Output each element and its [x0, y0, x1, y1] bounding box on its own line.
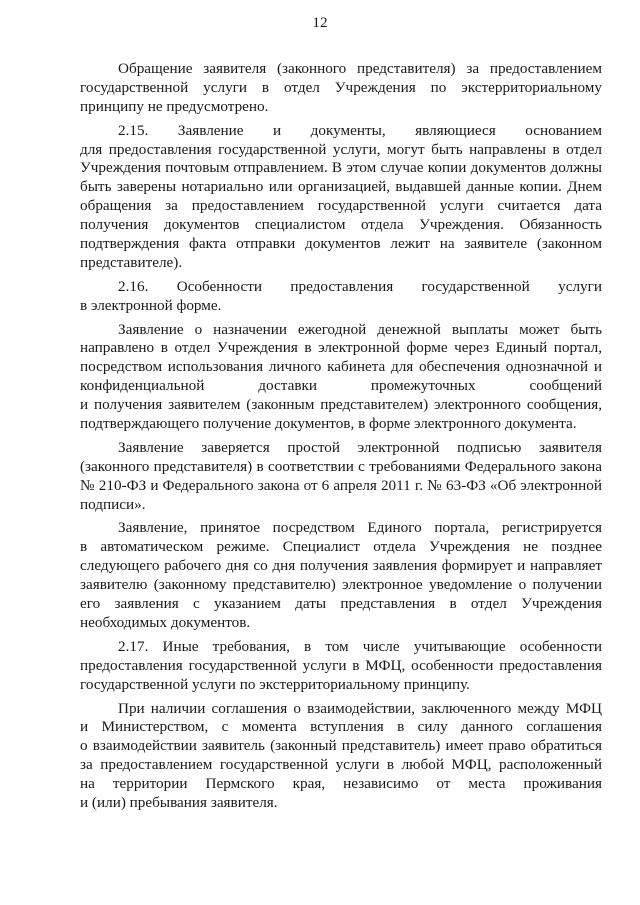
- text-line: следующего рабочего дня со дня получения заявления формирует и направляет: [80, 557, 602, 575]
- text-line: заявителю (законному представителю) электронное уведомление о получении: [80, 576, 602, 594]
- text-line: подтверждения факта отправки документов лежит на заявителе (законном: [80, 235, 602, 253]
- text-line: в автоматическом режиме. Специалист отдела Учреждения не позднее: [80, 538, 602, 556]
- text-line: 2.16. Особенности предоставления государственной услуги: [118, 277, 602, 295]
- text-line: принципу не предусмотрено.: [80, 97, 269, 115]
- text-line: за предоставлением государственной услуги в любой МФЦ, расположенный: [80, 756, 602, 774]
- text-line: получения документов специалистом отдела Учреждения. Обязанность: [80, 216, 602, 234]
- text-line: № 210-ФЗ и Федерального закона от 6 апреля 2011 г. № 63-ФЗ «Об электронной: [80, 476, 602, 494]
- text-line: государственной услуги по экстерриториальному принципу.: [80, 675, 470, 693]
- text-line: на территории Пермского края, независимо от места проживания: [80, 775, 602, 793]
- text-line: представителе).: [80, 253, 183, 271]
- text-line: быть заверены нотариально или организацией, выдавшей данные копии. Днем: [80, 178, 602, 196]
- document-body: [80, 60, 602, 818]
- page-number: 12: [312, 14, 328, 31]
- text-line: Заявление, принятое посредством Единого портала, регистрируется: [118, 519, 602, 537]
- text-line: Учреждения почтовым отправлением. В этом случае копии документов должны: [80, 159, 602, 177]
- paragraph-2-17: [80, 638, 602, 695]
- text-line: для предоставления государственной услуги, могут быть направлены в отдел: [80, 140, 602, 158]
- paragraph-electronic-submission: [80, 321, 602, 434]
- text-line: Заявление заверяется простой электронной подписью заявителя: [118, 438, 602, 456]
- text-line: При наличии соглашения о взаимодействии, заключенного между МФЦ: [118, 699, 602, 717]
- paragraph-2-15: [80, 122, 602, 273]
- text-line: предоставления государственной услуги в МФЦ, особенности предоставления: [80, 656, 602, 674]
- paragraph-portal-registration: [80, 519, 602, 632]
- text-line: (законного представителя) в соответствии с требованиями Федерального закона: [80, 457, 602, 475]
- text-line: посредством использования личного кабинета для обеспечения однозначной и: [80, 358, 602, 376]
- text-line: 2.15. Заявление и документы, являющиеся основанием: [118, 121, 602, 139]
- text-line: 2.17. Иные требования, в том числе учитывающие особенности: [118, 637, 602, 655]
- text-line: и получения заявителем (законным представителем) электронного сообщения,: [80, 396, 602, 414]
- text-line: Обращение заявителя (законного представителя) за предоставлением: [118, 60, 602, 77]
- text-line: подтверждающего получение документов, в форме электронного документа.: [80, 415, 577, 433]
- text-line: в электронной форме.: [80, 296, 222, 314]
- text-line: о взаимодействии заявитель (законный представитель) имеет право обратиться: [80, 737, 602, 755]
- text-line: и Министерством, с момента вступления в силу данного соглашения: [80, 718, 602, 736]
- text-line: подписи».: [80, 495, 146, 513]
- text-line: его заявления с указанием даты представления в отдел Учреждения: [80, 595, 602, 613]
- text-line: направлено в отдел Учреждения в электронной форме через Единый портал,: [80, 339, 602, 357]
- text-line: конфиденциальной доставки промежуточных сообщений: [80, 377, 602, 395]
- paragraph-extraterritorial-note: [80, 60, 602, 117]
- text-line: необходимых документов.: [80, 613, 251, 631]
- text-line: Заявление о назначении ежегодной денежной выплаты может быть: [118, 320, 602, 338]
- paragraph-electronic-signature: [80, 439, 602, 515]
- text-line: обращения за предоставлением государственной услуги считается дата: [80, 197, 602, 215]
- paragraph-mfc-agreement: [80, 700, 602, 813]
- text-line: и (или) пребывания заявителя.: [80, 793, 278, 811]
- text-line: государственной услуги в отдел Учреждения по экстерриториальному: [80, 78, 602, 96]
- paragraph-2-16-heading: [80, 278, 602, 316]
